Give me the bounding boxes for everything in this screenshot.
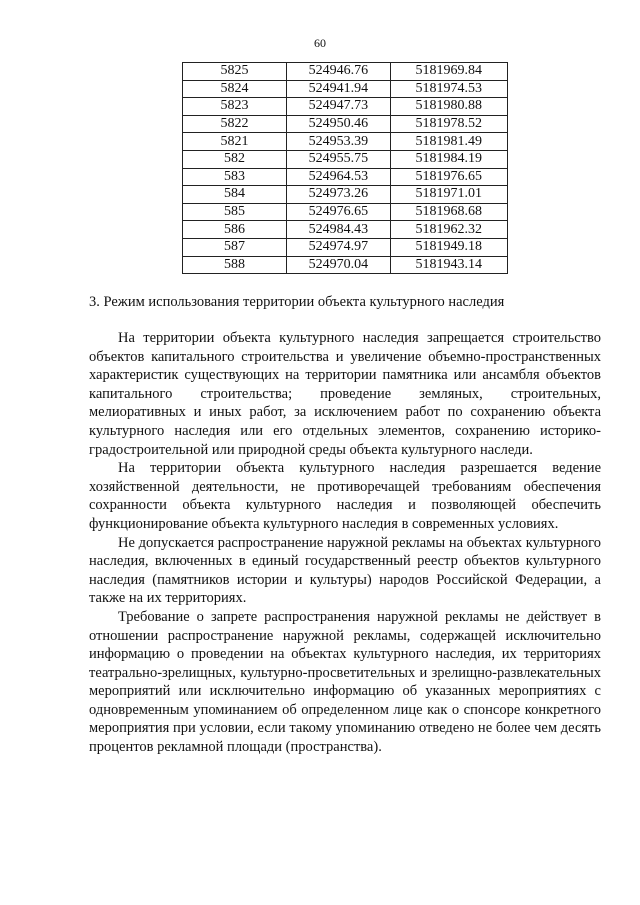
- point-number-cell: 5825: [183, 63, 287, 81]
- point-number-cell: 585: [183, 203, 287, 221]
- y-coordinate-cell: 5181984.19: [390, 150, 507, 168]
- x-coordinate-cell: 524950.46: [287, 115, 390, 133]
- point-number-cell: 582: [183, 150, 287, 168]
- table-row: [183, 238, 508, 256]
- y-coordinate-cell: 5181962.32: [390, 221, 507, 239]
- x-coordinate-cell: 524970.04: [287, 256, 390, 274]
- y-coordinate-cell: 5181971.01: [390, 186, 507, 204]
- paragraph-advertising-exception: Требование о запрете распространения наружной рекламы не действует в отношении распространение наружной рекламы, содержащей исключительно информацию о проведении на объектах культурного наследия, их территориях театрально-зрелищных, культурно-просветительных и зрелищно-развлекательных мероприятий или исключительно информацию об указанных мероприятиях с одновременным упоминанием об определенном лице как о спонсоре конкретного мероприятия при условии, если такому упоминанию отведено не более чем десять процентов рекламной площади (пространства).: [89, 608, 601, 756]
- table-row: [183, 80, 508, 98]
- table-row: [183, 168, 508, 186]
- table-row: [183, 186, 508, 204]
- paragraph-permitted-activity: На территории объекта культурного наследия разрешается ведение хозяйственной деятельности, не противоречащей требованиям обеспечения сохранности объекта культурного наследия и позволяющей обеспечить функционирование объекта культурного наследия в современных условиях.: [89, 460, 601, 532]
- table-row: [183, 221, 508, 239]
- x-coordinate-cell: 524976.65: [287, 203, 390, 221]
- paragraph-advertising-ban: Не допускается распространение наружной рекламы на объектах культурного наследия, включенных в единый государственный реестр объектов культурного наследия (памятников истории и культуры) народов Российской Федерации, а также на их территориях.: [89, 534, 601, 607]
- table-row: [183, 63, 508, 81]
- y-coordinate-cell: 5181974.53: [390, 80, 507, 98]
- coordinates-table-body: [183, 63, 508, 274]
- point-number-cell: 5821: [183, 133, 287, 151]
- table-row: [183, 133, 508, 151]
- point-number-cell: 588: [183, 256, 287, 274]
- table-row: [183, 256, 508, 274]
- x-coordinate-cell: 524955.75: [287, 150, 390, 168]
- table-row: [183, 203, 508, 221]
- y-coordinate-cell: 5181976.65: [390, 168, 507, 186]
- x-coordinate-cell: 524984.43: [287, 221, 390, 239]
- point-number-cell: 587: [183, 238, 287, 256]
- y-coordinate-cell: 5181943.14: [390, 256, 507, 274]
- y-coordinate-cell: 5181981.49: [390, 133, 507, 151]
- page-number: 60: [314, 36, 326, 50]
- section-body: [89, 329, 601, 757]
- x-coordinate-cell: 524946.76: [287, 63, 390, 81]
- y-coordinate-cell: 5181978.52: [390, 115, 507, 133]
- table-row: [183, 150, 508, 168]
- x-coordinate-cell: 524953.39: [287, 133, 390, 151]
- y-coordinate-cell: 5181949.18: [390, 238, 507, 256]
- point-number-cell: 586: [183, 221, 287, 239]
- paragraph-prohibited-works: На территории объекта культурного наследия запрещается строительство объектов капитального строительства и увеличение объемно-пространственных характеристик существующих на территории памятника или ансамбля объектов капитального строительства; проведение земляных, строительных, мелиоративных и иных работ, за исключением работ по сохранению объекта культурного наследия или его отдельных элементов, сохранению историко-градостроительной или природной среды объекта культурного наследи.: [89, 330, 601, 458]
- table-row: [183, 98, 508, 116]
- x-coordinate-cell: 524973.26: [287, 186, 390, 204]
- y-coordinate-cell: 5181980.88: [390, 98, 507, 116]
- x-coordinate-cell: 524974.97: [287, 238, 390, 256]
- x-coordinate-cell: 524964.53: [287, 168, 390, 186]
- coordinates-table: [182, 62, 508, 274]
- table-row: [183, 115, 508, 133]
- x-coordinate-cell: 524941.94: [287, 80, 390, 98]
- x-coordinate-cell: 524947.73: [287, 98, 390, 116]
- section-heading: 3. Режим использования территории объекта культурного наследия: [89, 294, 505, 310]
- y-coordinate-cell: 5181968.68: [390, 203, 507, 221]
- point-number-cell: 5824: [183, 80, 287, 98]
- point-number-cell: 584: [183, 186, 287, 204]
- point-number-cell: 583: [183, 168, 287, 186]
- y-coordinate-cell: 5181969.84: [390, 63, 507, 81]
- point-number-cell: 5822: [183, 115, 287, 133]
- point-number-cell: 5823: [183, 98, 287, 116]
